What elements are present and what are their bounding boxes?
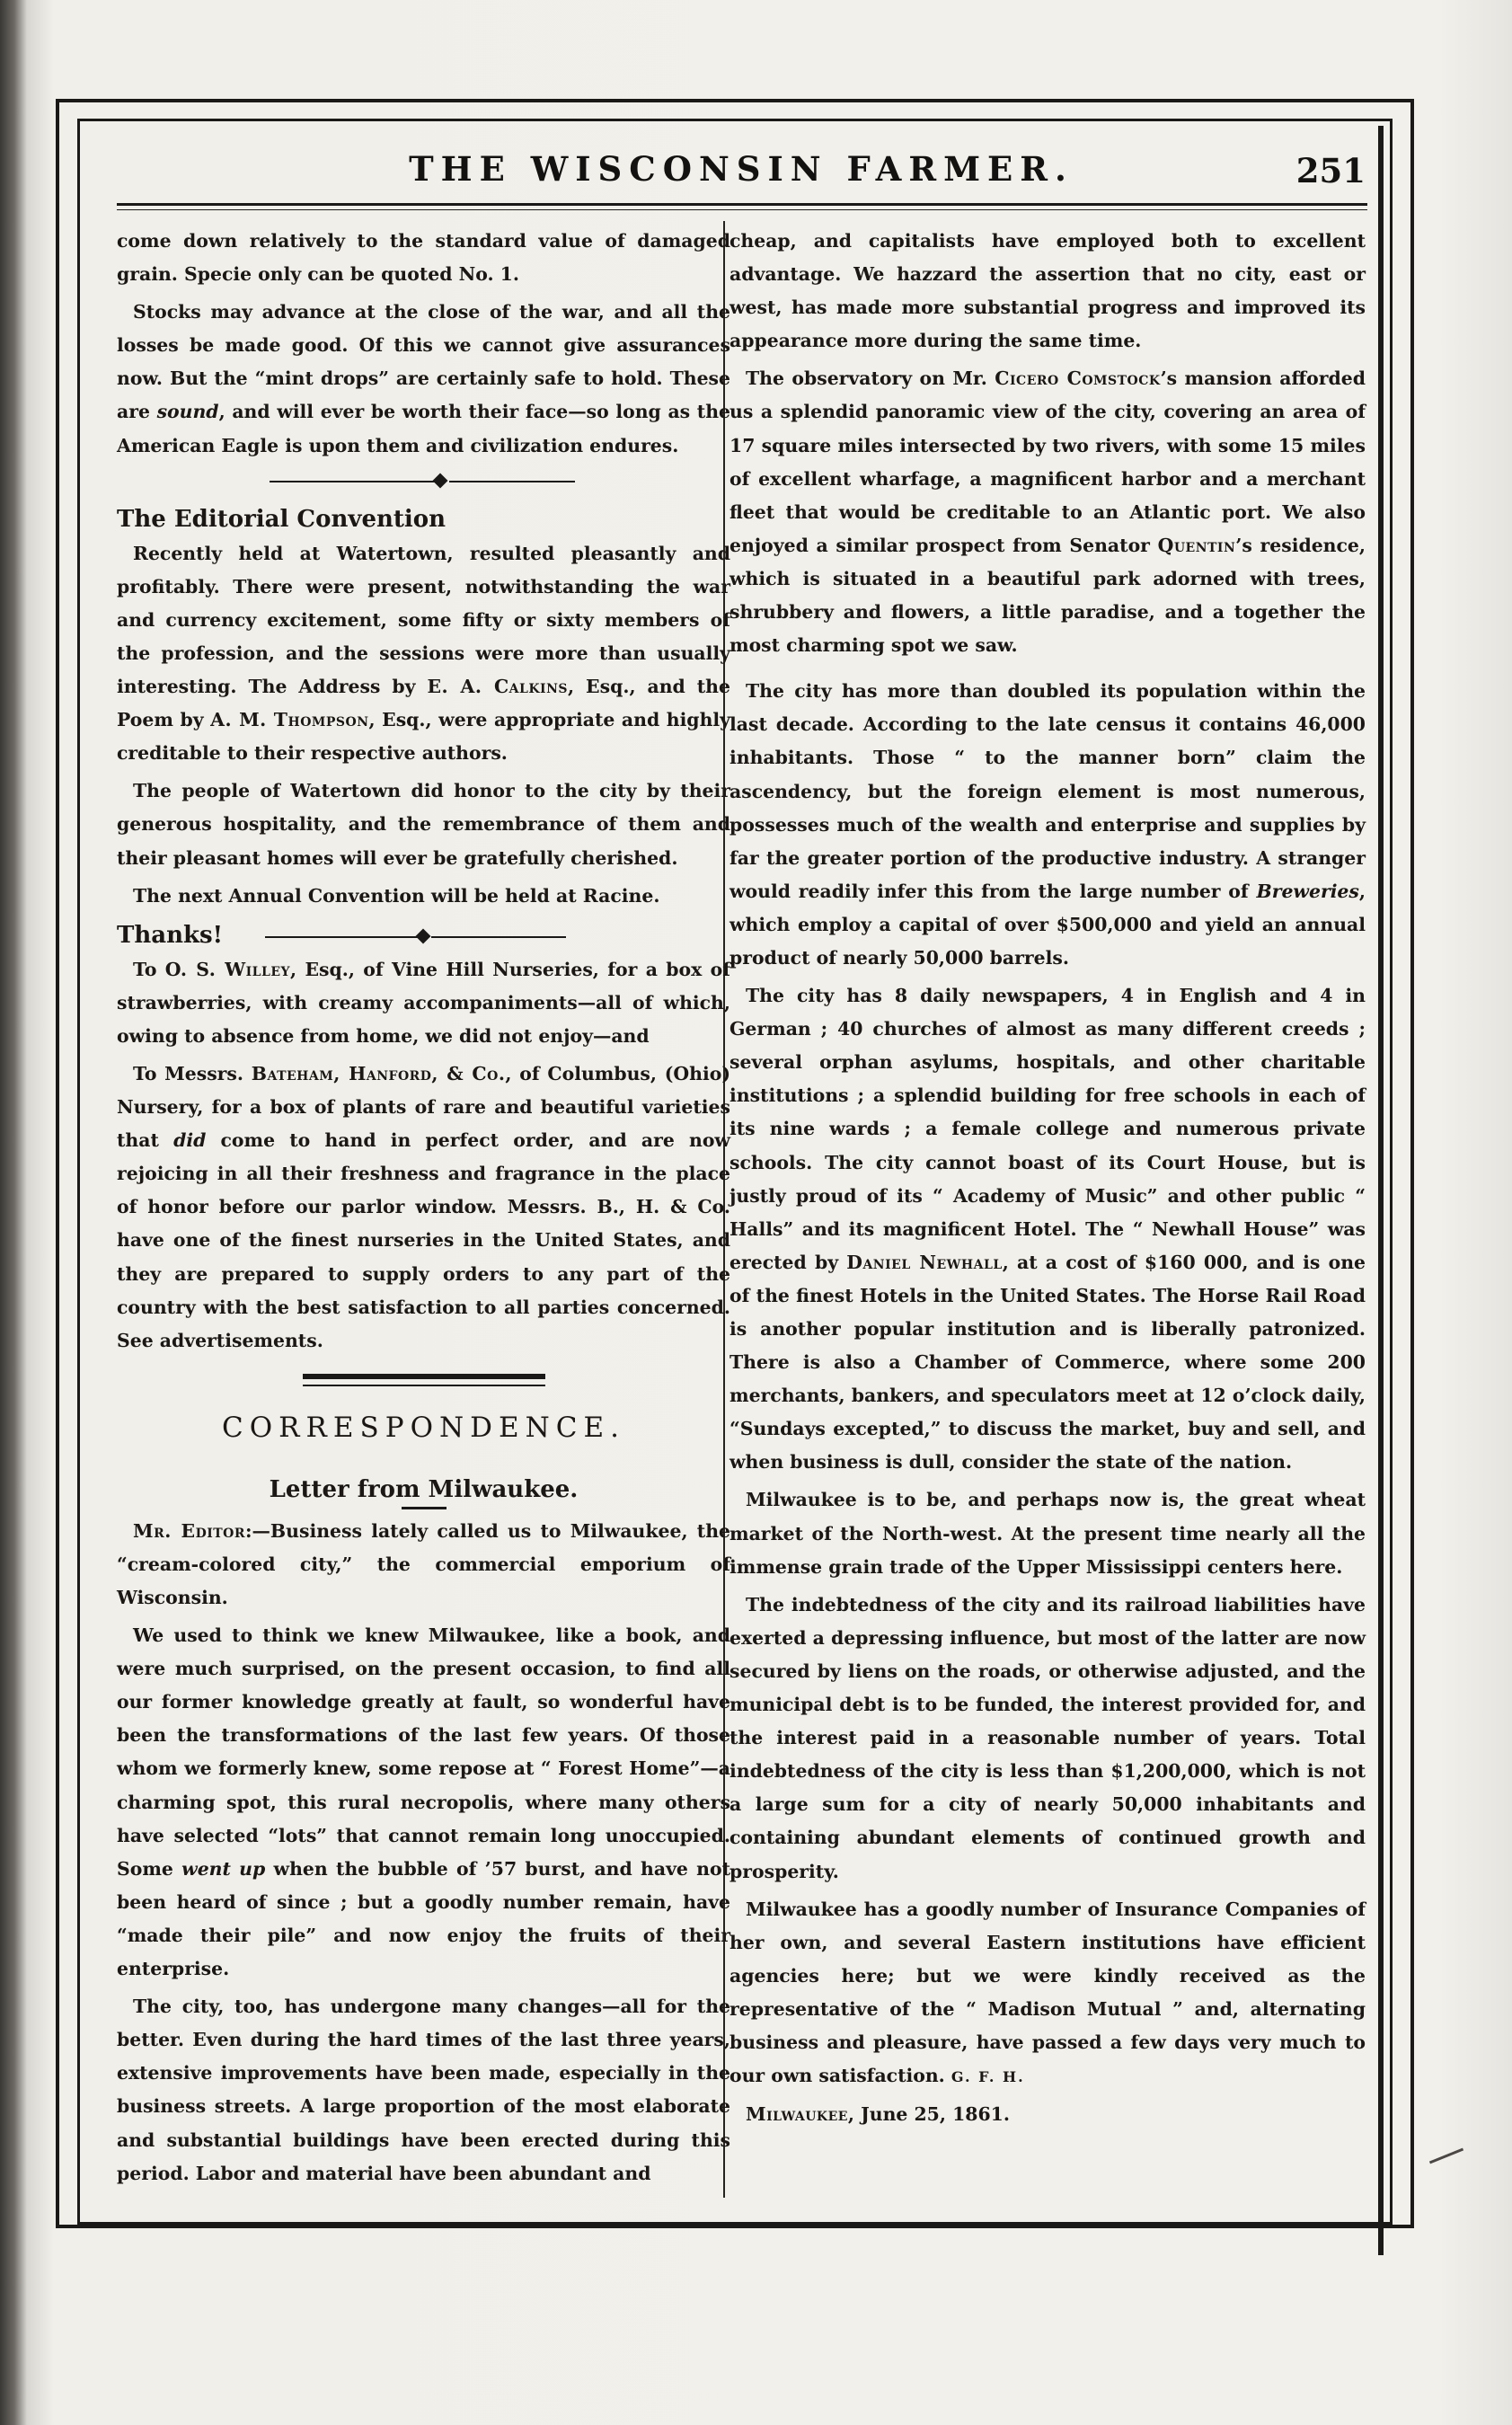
paragraph: We used to think we knew Milwaukee, like a book, and were much surprised, on the present occasion, to find all our former knowledge greatly at fault, so wonderful have been the transformations of the last few years. Of those whom we formerly knew, some repose at “ Forest Home”—a charming spot, this rural necropolis, where many others have selected “lots” that cannot remain long unoccupied. Some went up when the bubble of ’57 burst, and have not been heard of since ; but a goodly number remain, have “made their pile” and now enjoy the fruits of their enterprise. (117, 1624, 730, 1980)
section-divider-thin (303, 1385, 545, 1386)
dateline: Milwaukee, June 25, 1861. (746, 2103, 1010, 2126)
paragraph: Milwaukee is to be, and perhaps now is, the great wheat market of the North-west. At the present time nearly all the immense grain trade of the Upper Mississippi centers here. (729, 1489, 1366, 1578)
section-ornament (117, 923, 730, 950)
section-heading-thanks: Thanks! (117, 921, 224, 949)
section-ornament (117, 467, 730, 494)
paragraph: The indebtedness of the city and its railroad liabilities have exerted a depressing influence, but most of the latter are now secured by liens on the roads, or otherwise adjusted, and the municipal debt is to be funded, the interest provided for, and the interest paid in a reasonable number of years. Total indebtedness of the city is less than $1,200,000, which is not a large sum for a city of nearly 50,000 inhabitants and containing abundant elements of continued growth and prosperity. (729, 1593, 1366, 1882)
thanks-heading-row (117, 917, 730, 953)
correspondence-heading: CORRESPONDENCE. (222, 1411, 625, 1444)
paragraph: Mr. Editor:—Business lately called us to Milwaukee, the “cream-colored city,” the commercial emporium of Wisconsin. (117, 1519, 730, 1608)
letter-title: Letter from Milwaukee. (269, 1475, 579, 1503)
right-column (729, 225, 1366, 2136)
paragraph: The next Annual Convention will be held at Racine. (133, 884, 660, 907)
paragraph: To O. S. Willey, Esq., of Vine Hill Nurseries, for a box of strawberries, with creamy accompaniments—all of which, owing to absence from home, we did not enjoy—and (117, 958, 730, 1047)
section-heading-editorial-convention: The Editorial Convention (117, 505, 447, 533)
header-rule (117, 203, 1367, 206)
paragraph: Stocks may advance at the close of the war, and all the losses be made good. Of this we cannot give assurances now. But the “mint drops” are certainly safe to hold. These are sound, and will ever be worth their face—so long as the American Eagle is upon them and civilization endures. (117, 301, 731, 456)
paragraph: To Messrs. Bateham, Hanford, & Co., of Columbus, (Ohio) Nursery, for a box of plants of rare and beautiful varieties that did come to hand in perfect order, and are now rejoicing in all their freshness and fragrance in the place of honor before our parlor window. Messrs. B., H. & Co. have one of the finest nurseries in the United States, and they are prepared to supply orders to any part of the country with the best satisfaction to all parties concerned. See advertisements. (117, 1062, 730, 1351)
signature: G. F. H. (951, 2068, 1025, 2086)
section-divider-thick (303, 1374, 545, 1379)
paragraph: The observatory on Mr. Cicero Comstock’s mansion afforded us a splendid panoramic view of the city, covering an area of 17 square miles intersected by two rivers, with some 15 miles of excellent wharfage, a magnificent harbor and a merchant fleet that would be creditable to an Atlantic port. We also enjoyed a similar prospect from Senator Quentin’s residence, which is situated in a beautiful park adorned with trees, shrubbery and flowers, a little paradise, and a together the most charming spot we saw. (729, 367, 1366, 657)
edge-mark (1429, 2148, 1463, 2164)
paragraph: The people of Watertown did honor to the city by their generous hospitality, and the remembrance of them and their pleasant homes will ever be gratefully cherished. (117, 780, 730, 869)
header-rule-thin (117, 209, 1367, 210)
title-underline (402, 1507, 447, 1509)
page-title: THE WISCONSIN FARMER. (409, 149, 1074, 189)
paragraph: The city, too, has undergone many changes—all for the better. Even during the hard times of the last three years, extensive improvements have been made, especially in the business streets. A large proportion of the most elaborate and substantial buildings have been erected during this period. Labor and material have been abundant and (117, 1996, 730, 2184)
right-border-shadow (1378, 126, 1384, 2255)
paragraph: The city has 8 daily newspapers, 4 in English and 4 in German ; 40 churches of almost as many different creeds ; several orphan asylums, hospitals, and other charitable institutions ; a splendid building for free schools in each of its nine wards ; a female college and numerous private schools. The city cannot boast of its Court House, but is justly proud of its “ Academy of Music” and other public “ Halls” and its magnificent Hotel. The “ Newhall House” was erected by Daniel Newhall, at a cost of $160 000, and is one of the finest Hotels in the United States. The Horse Rail Road is another popular institution and is liberally patronized. There is also a Chamber of Commerce, where some 200 merchants, bankers, and speculators meet at 12 o’clock daily, “Sundays excepted,” to discuss the market, buy and sell, and when business is dull, consider the state of the nation. (729, 985, 1366, 1474)
paragraph: Milwaukee has a goodly number of Insurance Companies of her own, and several Eastern institutions have efficient agencies here; but we were kindly received as the representative of the “ Madison Mutual ” and, alternating business and pleasure, have passed a few days very much to our own satisfaction. G. F. H. (729, 1898, 1366, 2087)
page-number: 251 (1295, 151, 1366, 190)
page-header (108, 144, 1375, 207)
paragraph: cheap, and capitalists have employed both to excellent advantage. We hazzard the assertion that no city, east or west, has made more substantial progress and improved its appearance more during the same time. (729, 230, 1366, 352)
paragraph: come down relatively to the standard value of damaged grain. Specie only can be quoted No. 1. (117, 230, 730, 286)
paragraph: The city has more than doubled its population within the last decade. According to the late census it contains 46,000 inhabitants. Those “ to the manner born” claim the ascendency, but the foreign element is most numerous, possesses much of the wealth and enterprise and supplies by far the greater portion of the productive industry. A stranger would readily infer this from the large number of Breweries, which employ a capital of over $500,000 and yield an annual product of nearly 50,000 barrels. (729, 680, 1366, 969)
left-column (117, 225, 730, 2195)
paragraph: Recently held at Watertown, resulted pleasantly and profitably. There were present, notwithstanding the war and currency excitement, some fifty or sixty members of the profession, and the sessions were more than usually interesting. The Address by E. A. Calkins, Esq., and the Poem by A. M. Thompson, Esq., were appropriate and highly creditable to their respective authors. (117, 542, 730, 765)
